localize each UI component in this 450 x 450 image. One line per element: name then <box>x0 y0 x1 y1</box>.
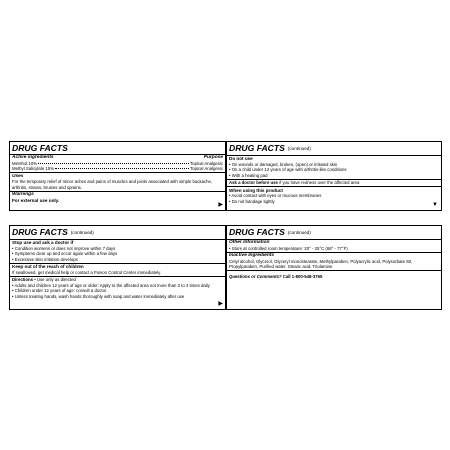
continue-arrow-icon: ▶ <box>218 202 223 208</box>
panel-title <box>227 226 441 240</box>
drug-facts-panel-3 <box>9 225 226 310</box>
list-item: • Children under 12 years of age: consult a doctor <box>12 288 107 294</box>
list-item-text: Condition worsens or does not improve within 7 days <box>14 245 116 251</box>
uses-heading: Uses <box>12 173 24 179</box>
panel-title: DRUG FACTS <box>10 142 225 155</box>
drug-facts-panel-2 <box>226 141 442 211</box>
list-item: • On a child under 12 years of age with arthritis-like conditions <box>229 167 347 173</box>
stop-use-heading: Stop use and ask a doctor if <box>12 240 74 245</box>
list-item: • Do not bandage tightly <box>229 198 275 204</box>
list-item: • Avoid contact with eyes or mucous membranes <box>229 193 322 199</box>
leader-dots <box>38 163 189 164</box>
ask-doctor-heading: Ask a doctor before use <box>229 180 278 186</box>
list-item-text: Excessive skin irritation develops <box>14 256 78 262</box>
continue-arrow-icon: ▼ <box>432 202 438 208</box>
list-item-text: On wounds or damaged, broken, (open) or irritated skin <box>231 161 338 167</box>
list-item-text: Symptoms clear up and occur again within a few days <box>14 251 118 257</box>
panel-title <box>10 226 225 240</box>
warnings-text: For external use only. <box>12 197 60 203</box>
ingredient-row <box>10 166 225 172</box>
list-item: • With a heating pad <box>229 172 268 178</box>
drug-facts-panel-1 <box>9 141 226 211</box>
ingredient-purpose: Topical Analgesic <box>190 166 223 172</box>
list-item-text: Children under 12 years of age: consult a doctor <box>14 288 107 294</box>
questions-line <box>227 272 441 280</box>
continued-label: (continued) <box>287 230 311 235</box>
drug-facts-panel-4 <box>226 225 442 310</box>
list-item-text: Store at controlled room temperature: 20° - 25°C (68° - 77°F) <box>231 245 348 251</box>
keep-out-text: If swallowed, get medical help or contact a Poison Control Center immediately. <box>12 269 162 275</box>
uses-text: For the temporary relief of minor aches and pains of muscles and joints associated with simple backache, arthritis, strains, bruises and sprains. <box>12 179 213 190</box>
warnings-heading: Warnings <box>12 192 34 198</box>
directions-lead: Use only as directed <box>36 277 76 283</box>
ask-doctor-text: if you have redness over the affected area <box>277 180 360 186</box>
list-item: • Symptoms clear up and occur again within a few days <box>12 251 118 257</box>
panel-title-text: DRUG FACTS <box>12 227 68 237</box>
list-item: • Adults and children 12 years of age or older: Apply to the affected area not more than 3 to 4 times daily <box>12 282 210 288</box>
list-item-text: With a heating pad <box>231 172 268 178</box>
list-item-text: Avoid contact with eyes or mucous membranes <box>231 193 322 199</box>
other-information-heading: Other Information <box>229 240 270 245</box>
panel-title-text: DRUG FACTS <box>229 143 285 153</box>
ingredient-name: Methyl Salicylate 15% <box>12 166 55 172</box>
list-item-text: On a child under 12 years of age with arthritis-like conditions <box>231 167 347 173</box>
list-item: • On wounds or damaged, broken, (open) or irritated skin <box>229 161 338 167</box>
directions-line: Directions • Use only as directed <box>12 277 76 283</box>
do-not-use-heading: Do not use <box>229 156 253 161</box>
list-item: • Condition worsens or does not improve within 7 days <box>12 245 116 251</box>
panel-title-text: DRUG FACTS <box>229 227 285 237</box>
list-item-text: Do not bandage tightly <box>231 198 275 204</box>
continue-arrow-icon: ▶ <box>218 301 223 307</box>
list-item-text: Unless treating hands, wash hands thoroughly with soap and water immediately after use <box>14 293 185 299</box>
questions-phone: Call 1-800-548-3765 <box>282 273 323 279</box>
list-item: • Unless treating hands, wash hands thoroughly with soap and water immediately after use <box>12 293 185 299</box>
continued-label: (continued) <box>287 146 311 151</box>
purpose-heading: Purpose <box>203 155 223 160</box>
continued-label: (continued) <box>70 230 94 235</box>
directions-heading: Directions <box>12 277 34 283</box>
list-item: • Excessive skin irritation develops <box>12 256 78 262</box>
active-ingredients-heading: Active ingredients <box>12 155 54 160</box>
inactive-ingredients-heading: Inactive Ingredients <box>229 253 275 259</box>
when-using-heading: When using this product <box>229 187 283 193</box>
inactive-ingredients-text: Cetyl alcohol, Glycerol, Glyceryl monostearate, Methylparaben, Polyacrylic acid, Polysorbate 60, Propylparaben, Purified water, Stearic acid, Triolamine <box>229 258 413 270</box>
list-item-text: Adults and children 12 years of age or older: Apply to the affected area not more than 3 to 4 times daily <box>14 282 210 288</box>
panel-title <box>227 142 441 156</box>
list-item: • Store at controlled room temperature: 20° - 25°C (68° - 77°F) <box>229 245 348 251</box>
leader-dots <box>55 168 189 169</box>
ingredient-name: Menthol 10% <box>12 160 38 166</box>
questions-label: Questions or Comments? <box>229 273 282 279</box>
ingredient-purpose: Topical Analgesic <box>190 160 223 166</box>
ask-doctor-line <box>227 180 441 186</box>
keep-out-heading: Keep out of the reach of children <box>12 264 84 270</box>
